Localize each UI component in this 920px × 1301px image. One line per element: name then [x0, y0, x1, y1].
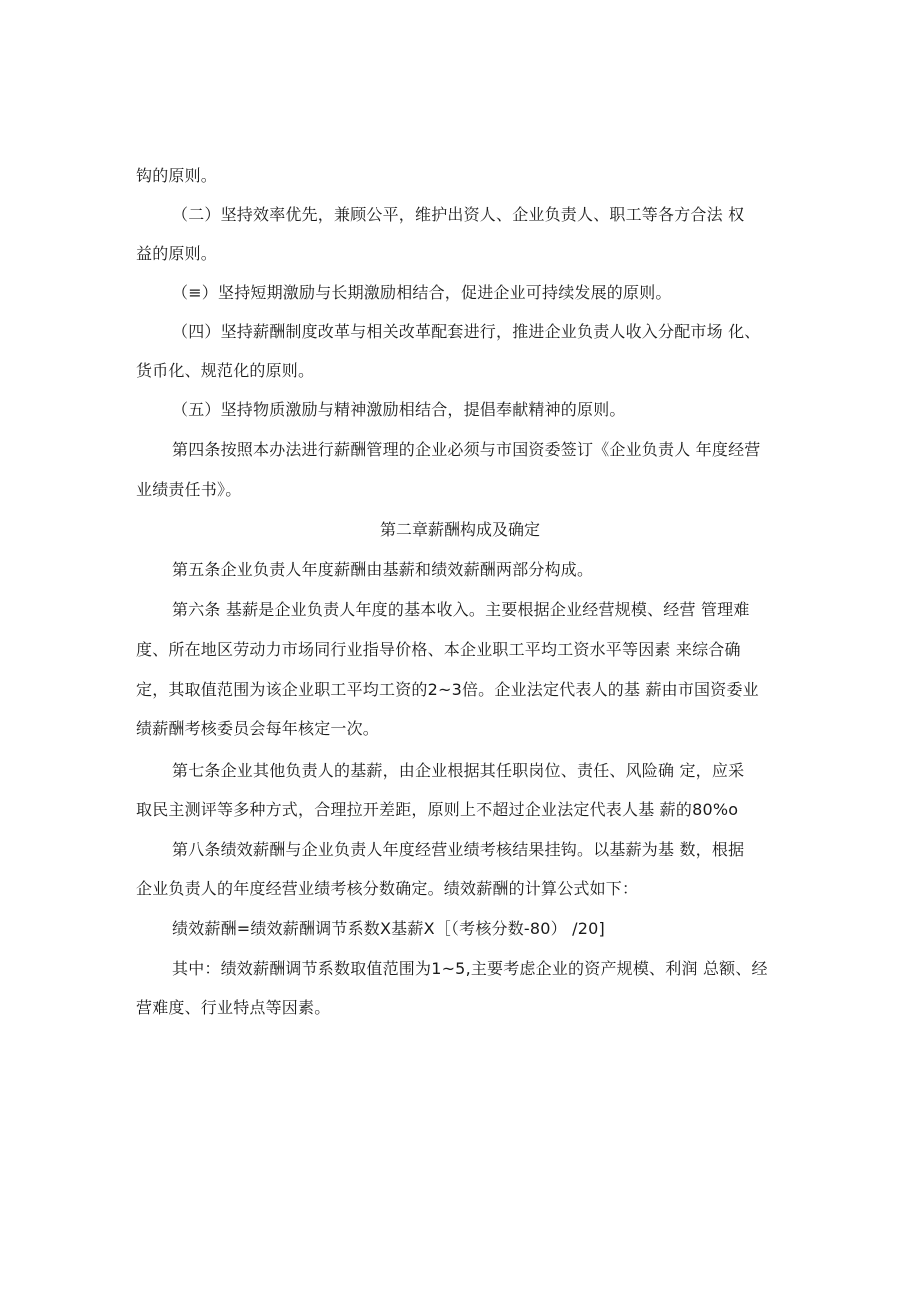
- text-line: （四）坚持薪酬制度改革与相关改革配套进行，推进企业负责人收入分配市场 化、: [172, 322, 761, 341]
- text-line: 第六条 基薪是企业负责人年度的基本收入。主要根据企业经营规模、经营 管理难: [172, 600, 750, 619]
- text-line: （五）坚持物质激励与精神激励相结合，提倡奉献精神的原则。: [172, 400, 626, 419]
- text-line: 益的原则。: [136, 244, 218, 263]
- text-line: 度、所在地区劳动力市场同行业指导价格、本企业职工平均工资水平等因素 来综合确: [136, 640, 741, 659]
- text-line: （≡）坚持短期激励与长期激励相结合，促进企业可持续发展的原则。: [172, 283, 672, 302]
- text-line: 业绩责任书》。: [136, 480, 242, 499]
- text-line: 第五条企业负责人年度薪酬由基薪和绩效薪酬两部分构成。: [172, 560, 594, 579]
- text-line: 定，其取值范围为该企业职工平均工资的2~3倍。企业法定代表人的基 薪由市国资委业: [136, 680, 759, 699]
- text-line: 取民主测评等多种方式，合理拉开差距，原则上不超过企业法定代表人基 薪的80%o: [136, 800, 739, 819]
- text-line: 绩薪酬考核委员会每年核定一次。: [136, 719, 380, 738]
- formula-line: 绩效薪酬=绩效薪酬调节系数X基薪X［（考核分数-80） /20]: [172, 919, 605, 938]
- text-line: 货币化、规范化的原则。: [136, 361, 315, 380]
- text-line: 其中：绩效薪酬调节系数取值范围为1~5,主要考虑企业的资产规模、利润 总额、经: [172, 959, 768, 978]
- text-line: 第七条企业其他负责人的基薪，由企业根据其任职岗位、责任、风险确 定，应采: [172, 761, 745, 780]
- text-line: 钩的原则。: [136, 166, 218, 185]
- text-line: （二）坚持效率优先，兼顾公平，维护出资人、企业负责人、职工等各方合法 权: [172, 205, 745, 224]
- chapter-heading: 第二章薪酬构成及确定: [379, 520, 540, 539]
- text-line: 营难度、行业特点等因素。: [136, 998, 331, 1017]
- text-line: 第四条按照本办法进行薪酬管理的企业必须与市国资委签订《企业负责人 年度经营: [172, 440, 761, 459]
- text-line: 企业负责人的年度经营业绩考核分数确定。绩效薪酬的计算公式如下：: [136, 879, 639, 898]
- text-line: 第八条绩效薪酬与企业负责人年度经营业绩考核结果挂钩。以基薪为基 数，根据: [172, 840, 745, 859]
